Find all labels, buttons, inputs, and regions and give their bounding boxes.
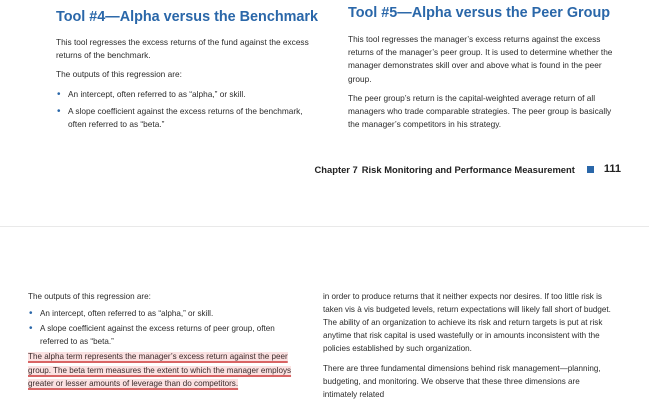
list-item — [56, 88, 322, 101]
risk-para-1: in order to produce returns that it neither expects nor desires. If too little risk is taken vis à vis budgeted levels, return expectations will likely fall short of budget. The ability of an organization to achieve its risk and return targets is put at risk anytime that risk capital is used wastefully or in amounts inconsistent with the policies established by such organization. — [323, 292, 611, 353]
peer-bullet-list — [28, 307, 304, 348]
tool-4-outputs-label: The outputs of this regression are: — [56, 69, 182, 80]
bullet-text: An intercept, often referred to as “alpha,” or skill. — [68, 88, 246, 99]
tool-4-heading: Tool #4—Alpha versus the Benchmark — [56, 9, 319, 25]
bullet-icon: • — [57, 105, 61, 117]
page-footer — [315, 163, 621, 175]
bullet-icon: • — [29, 323, 33, 334]
square-bullet-icon — [587, 166, 594, 173]
next-page — [0, 227, 649, 418]
outputs-label: The outputs of this regression are: — [28, 292, 151, 301]
list-item — [56, 105, 322, 131]
risk-budget-section — [323, 290, 613, 408]
page-111 — [0, 0, 649, 192]
risk-para-2: There are three fundamental dimensions behind risk management—planning, budgeting, and monitoring. We observe that these three dimensions are intimately related — [323, 364, 601, 399]
bullet-icon: • — [57, 88, 61, 100]
footer-chapter: Chapter 7 — [314, 163, 358, 175]
footer-chapter-title: Risk Monitoring and Performance Measurement — [361, 163, 575, 175]
bullet-text: A slope coefficient against the excess returns of the benchmark, often referred to as “beta.” — [68, 105, 303, 130]
tool-4-bullet-list — [56, 88, 322, 132]
tool-5-heading: Tool #5—Alpha versus the Peer Group — [348, 5, 611, 21]
highlighted-passage[interactable] — [28, 350, 304, 391]
tool-5-para-1: This tool regresses the manager’s excess returns against the excess returns of the manager’s peer group. It is used to determine whether the manager demonstrates skill over and above what is found in the peer group. — [348, 34, 613, 84]
list-item — [28, 307, 304, 320]
highlight-annotation[interactable]: The alpha term represents the manager’s excess return against the peer group. The beta term measures the extent to which the manager employs greater or lesser amounts of leverage than do competitors. — [28, 352, 292, 389]
page-separator — [0, 192, 649, 228]
tool-5-section — [348, 4, 623, 137]
bullet-text: An intercept, often referred to as “alpha,” or skill. — [40, 309, 214, 318]
bullet-icon: • — [29, 308, 33, 319]
page-number: 111 — [603, 163, 621, 175]
tool-5-para-2: The peer group’s return is the capital-weighted average return of all managers who trade comparable strategies. The peer group is basically the manager’s competitors in his strategy. — [348, 92, 612, 130]
list-item — [28, 322, 304, 348]
tool-4-section — [56, 8, 322, 135]
peer-group-outputs-section — [28, 290, 304, 395]
tool-4-intro: This tool regresses the excess returns of the fund against the excess returns of the benchmark. — [56, 37, 309, 61]
bullet-text: A slope coefficient against the excess returns of peer group, often referred to as “beta.” — [40, 324, 275, 346]
